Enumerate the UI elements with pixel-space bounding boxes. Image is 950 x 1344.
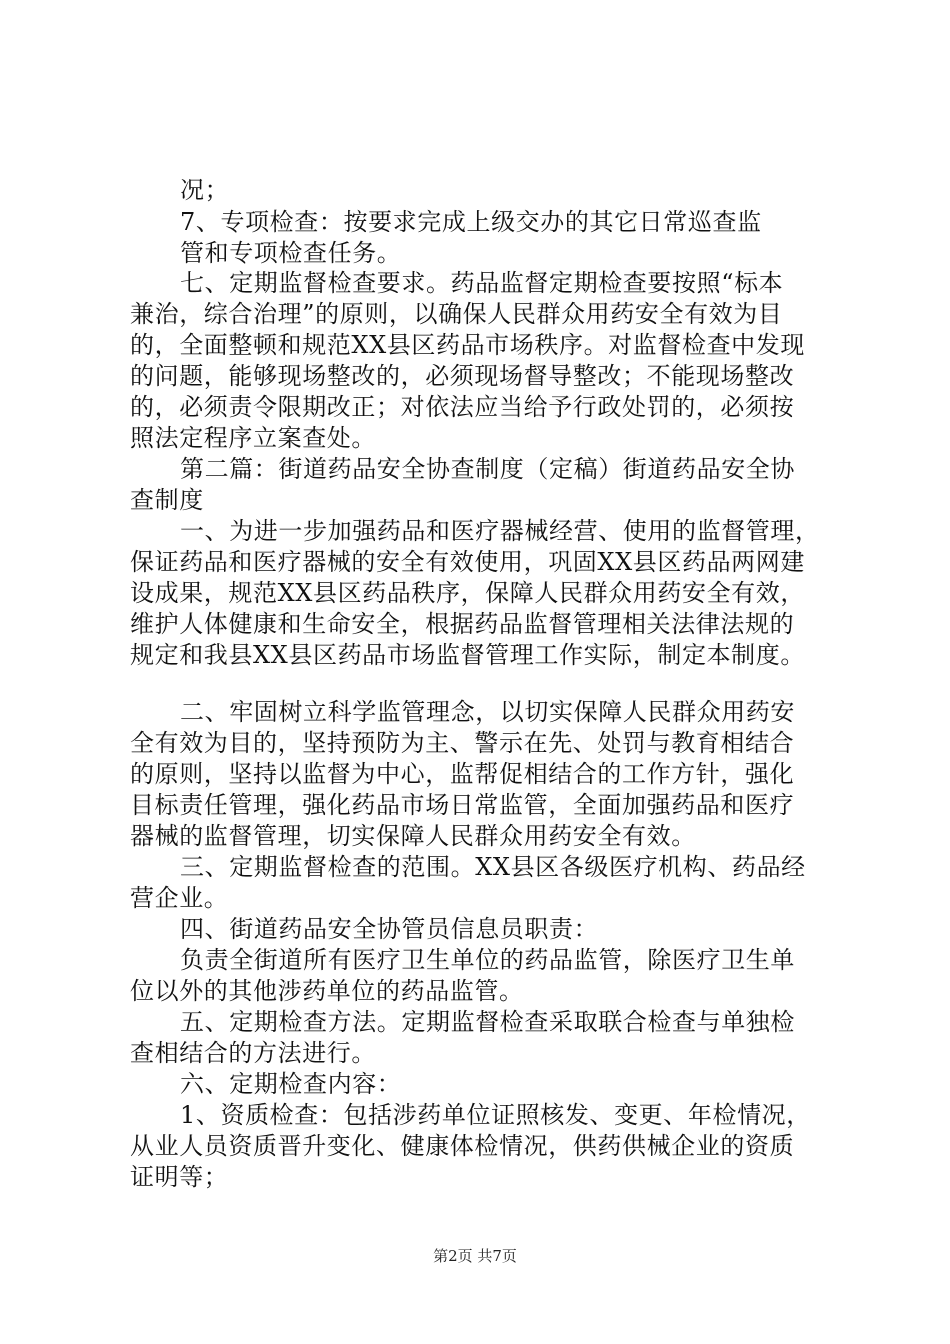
text-line: 查制度 <box>130 486 204 514</box>
text-line: 照法定程序立案查处。 <box>130 424 376 452</box>
text-line: 五、定期检查方法。定期监督检查采取联合检查与单独检 <box>180 1008 795 1036</box>
text-line: 设成果，规范XX县区药品秩序，保障人民群众用药安全有效， <box>130 579 805 607</box>
text-line: 七、定期监督检查要求。药品监督定期检查要按照“标本 <box>180 269 784 297</box>
text-line: 的问题，能够现场整改的，必须现场督导整改；不能现场整改 <box>130 362 795 390</box>
text-line: 四、街道药品安全协管员信息员职责： <box>180 915 599 943</box>
text-line: 的，必须责令限期改正；对依法应当给予行政处罚的，必须按 <box>130 393 795 421</box>
page-number-footer: 第2页 共7页 <box>433 1247 517 1265</box>
text-line: 全有效为目的，坚持预防为主、警示在先、处罚与教育相结合 <box>130 729 795 757</box>
text-line: 规定和我县XX县区药品市场监督管理工作实际，制定本制度。 <box>130 641 805 669</box>
text-line: 兼治，综合治理”的原则，以确保人民群众用药安全有效为目 <box>130 300 783 328</box>
text-line: 一、为进一步加强药品和医疗器械经营、使用的监督管理， <box>180 517 820 545</box>
text-line: 第二篇：街道药品安全协查制度（定稿）街道药品安全协 <box>180 455 795 483</box>
text-line: 营企业。 <box>130 884 229 912</box>
text-line: 二、牢固树立科学监管理念，以切实保障人民群众用药安 <box>180 698 795 726</box>
text-line: 器械的监督管理，切实保障人民群众用药安全有效。 <box>130 822 696 850</box>
text-line: 况； <box>180 176 230 204</box>
text-line: 1、资质检查：包括涉药单位证照核发、变更、年检情况， <box>180 1101 811 1129</box>
text-line: 从业人员资质晋升变化、健康体检情况，供药供械企业的资质 <box>130 1132 795 1160</box>
text-line: 查相结合的方法进行。 <box>130 1039 376 1067</box>
text-line: 的，全面整顿和规范XX县区药品市场秩序。对监督检查中发现 <box>130 331 805 359</box>
text-line: 管和专项检查任务。 <box>180 239 402 267</box>
text-line: 维护人体健康和生命安全，根据药品监督管理相关法律法规的 <box>130 610 795 638</box>
text-line: 负责全街道所有医疗卫生单位的药品监管，除医疗卫生单 <box>180 946 795 974</box>
text-line: 三、定期监督检查的范围。XX县区各级医疗机构、药品经 <box>180 853 806 881</box>
text-line: 保证药品和医疗器械的安全有效使用，巩固XX县区药品两网建 <box>130 548 805 576</box>
text-line: 位以外的其他涉药单位的药品监管。 <box>130 977 524 1005</box>
text-line: 六、定期检查内容： <box>180 1070 402 1098</box>
text-line: 的原则，坚持以监督为中心，监帮促相结合的工作方针，强化 <box>130 760 795 788</box>
text-line: 证明等； <box>130 1163 229 1191</box>
text-line: 7、专项检查：按要求完成上级交办的其它日常巡查监 <box>180 208 762 236</box>
text-line: 目标责任管理，强化药品市场日常监管，全面加强药品和医疗 <box>130 791 795 819</box>
